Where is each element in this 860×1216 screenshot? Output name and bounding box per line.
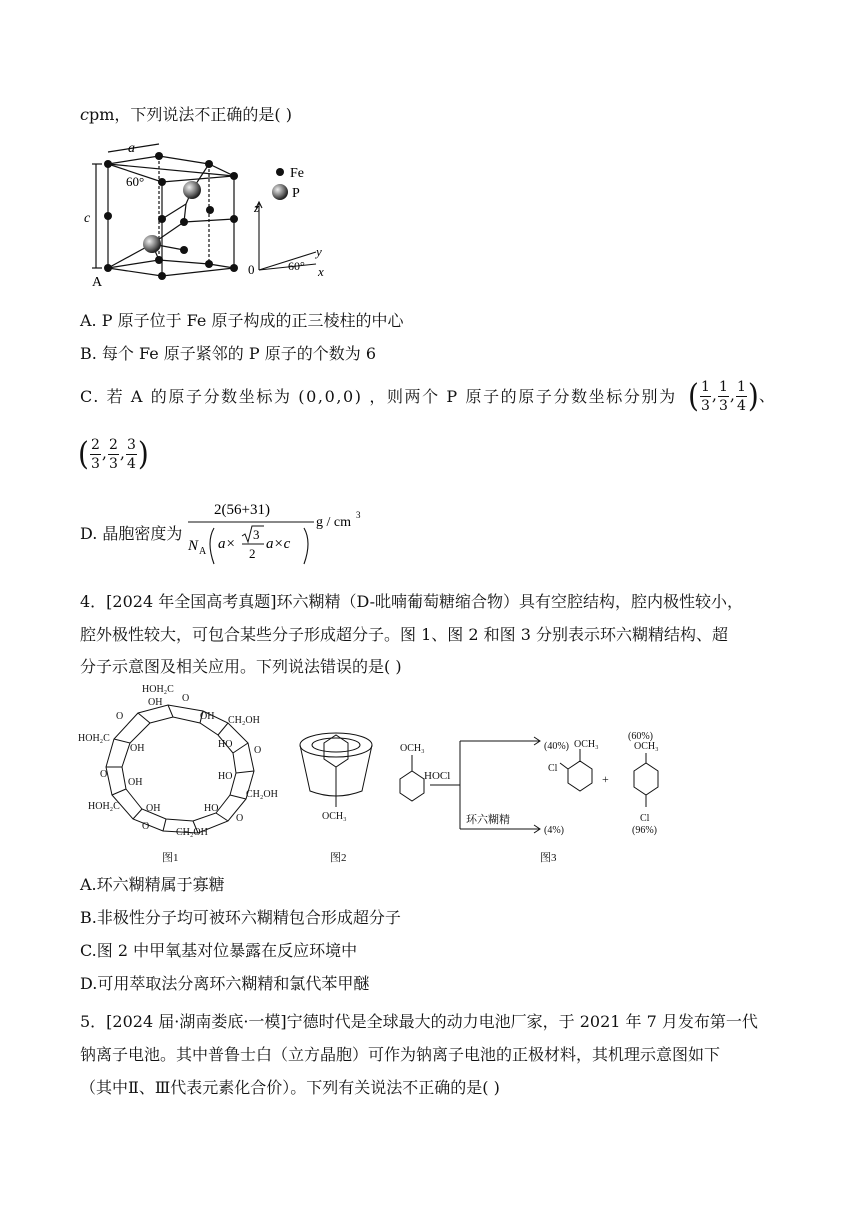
svg-text:环六糊精: 环六糊精: [466, 814, 510, 826]
coord-separator: 、: [758, 386, 775, 405]
legend-fe: Fe: [290, 166, 304, 181]
svg-text:OH: OH: [130, 743, 145, 754]
svg-text:O: O: [100, 769, 108, 780]
svg-text:(96%): (96%): [632, 825, 657, 836]
svg-text:(4%): (4%): [544, 825, 564, 836]
q3-option-a: A. P 原子位于 Fe 原子构成的正三棱柱的中心: [80, 311, 404, 330]
svg-text:(40%): (40%): [544, 741, 569, 752]
svg-text:O: O: [254, 745, 262, 756]
origin-label: 0: [248, 262, 255, 277]
svg-text:OCH₃: OCH₃: [400, 743, 425, 754]
svg-text:HO: HO: [218, 739, 233, 750]
svg-text:Cl: Cl: [640, 813, 650, 824]
y-axis-label: y: [316, 244, 322, 259]
svg-text:OCH₃: OCH₃: [634, 741, 659, 752]
svg-text:CH₂OH: CH₂OH: [228, 715, 260, 726]
svg-text:a×c: a×c: [266, 536, 291, 552]
angle-label: 60°: [126, 174, 145, 189]
svg-text:O: O: [236, 813, 244, 824]
svg-text:HO: HO: [204, 803, 219, 814]
svg-text:CH₂OH: CH₂OH: [176, 827, 208, 838]
q3-option-b: B. 每个 Fe 原子紧邻的 P 原子的个数为 6: [80, 344, 377, 363]
svg-text:OH: OH: [128, 777, 143, 788]
q4-line1: 4．[2024 年全国高考真题]环六糊精（D-吡喃葡萄糖缩合物）具有空腔结构，腔内极性较小，: [80, 592, 744, 611]
q5-line3: （其中Ⅱ、Ⅲ代表元素化合价）。下列有关说法不正确的是( ): [80, 1078, 500, 1097]
svg-text:2(56+31): 2(56+31): [214, 502, 270, 518]
svg-text:HOH₂C: HOH₂C: [78, 733, 110, 744]
q4-option-d: D.可用萃取法分离环六糊精和氯代苯甲醚: [80, 974, 370, 993]
a-label: a: [128, 142, 135, 156]
x-axis-label: x: [318, 264, 324, 279]
svg-text:3: 3: [356, 510, 361, 520]
svg-text:图3: 图3: [540, 852, 557, 864]
svg-text:OH: OH: [146, 803, 161, 814]
svg-text:CH₂OH: CH₂OH: [246, 789, 278, 800]
svg-text:OH: OH: [148, 697, 163, 708]
z-axis-label: z: [254, 200, 260, 215]
q3-option-c-coord2: ( $\frac{2}{3}$ , $\frac{2}{3}$ , $\frac{3}{4}$ ): [78, 434, 149, 473]
svg-text:图1: 图1: [162, 852, 179, 864]
c-label: c: [84, 211, 91, 226]
svg-text:OCH₃: OCH₃: [322, 811, 347, 822]
svg-text:+: +: [602, 772, 609, 786]
q3-option-c: [80, 386, 677, 408]
svg-text:3: 3: [253, 527, 260, 542]
q3-option-c-text: C. 若 A 的原子分数坐标为 (0,0,0) ，则两个 P 原子的原子分数坐标分别为: [80, 387, 677, 406]
c-variable: c: [80, 105, 89, 124]
q3-option-d-label: D. 晶胞密度为: [80, 524, 183, 543]
svg-text:HOCl: HOCl: [424, 770, 451, 782]
svg-text:O: O: [116, 711, 124, 722]
svg-text:g / cm: g / cm: [316, 515, 351, 530]
svg-text:图2: 图2: [330, 852, 347, 864]
svg-text:N: N: [188, 538, 199, 554]
q3-stem-text: pm，下列说法不正确的是( ): [88, 105, 292, 124]
density-formula: [186, 496, 366, 568]
svg-text:HOH₂C: HOH₂C: [88, 801, 120, 812]
svg-text:O: O: [142, 821, 150, 832]
axis-angle-label: 60°: [288, 259, 305, 273]
A-label: A: [92, 275, 103, 290]
q5-line1: 5．[2024 届·湖南娄底·一模]宁德时代是全球最大的动力电池厂家，于 2021 年 7 月发布第一代: [80, 1012, 758, 1031]
svg-text:OCH₃: OCH₃: [574, 739, 599, 750]
q4-option-c: C.图 2 中甲氧基对位暴露在反应环境中: [80, 941, 358, 960]
q5-line2: 钠离子电池。其中普鲁士白（立方晶胞）可作为钠离子电池的正极材料，其机理示意图如下: [80, 1045, 721, 1064]
q4-option-a: A.环六糊精属于寡糖: [80, 875, 225, 894]
q3-stem-tail: [80, 104, 292, 126]
q4-line3: 分子示意图及相关应用。下列说法错误的是( ): [80, 657, 402, 676]
svg-text:Cl: Cl: [548, 763, 558, 774]
svg-text:HOH₂C: HOH₂C: [142, 684, 174, 695]
q4-option-b: B.非极性分子均可被环六糊精包合形成超分子: [80, 908, 401, 927]
crystal-cell-figure: [84, 142, 344, 290]
svg-text:(60%): (60%): [628, 731, 653, 742]
q4-line2: 腔外极性较大，可包合某些分子形成超分子。图 1、图 2 和图 3 分别表示环六糊精结构、超: [80, 625, 728, 644]
svg-text:a×: a×: [218, 536, 236, 552]
q3-option-c-coord1: ( $\frac{1}{3}$ , $\frac{1}{3}$ , $\frac{1}{4}$ )、: [688, 376, 775, 415]
cyclodextrin-figures: [78, 683, 718, 865]
legend-p: P: [292, 186, 300, 201]
svg-text:A: A: [199, 546, 207, 557]
svg-text:OH: OH: [200, 711, 215, 722]
svg-text:2: 2: [249, 546, 256, 561]
svg-text:O: O: [182, 693, 190, 704]
svg-text:HO: HO: [218, 771, 233, 782]
